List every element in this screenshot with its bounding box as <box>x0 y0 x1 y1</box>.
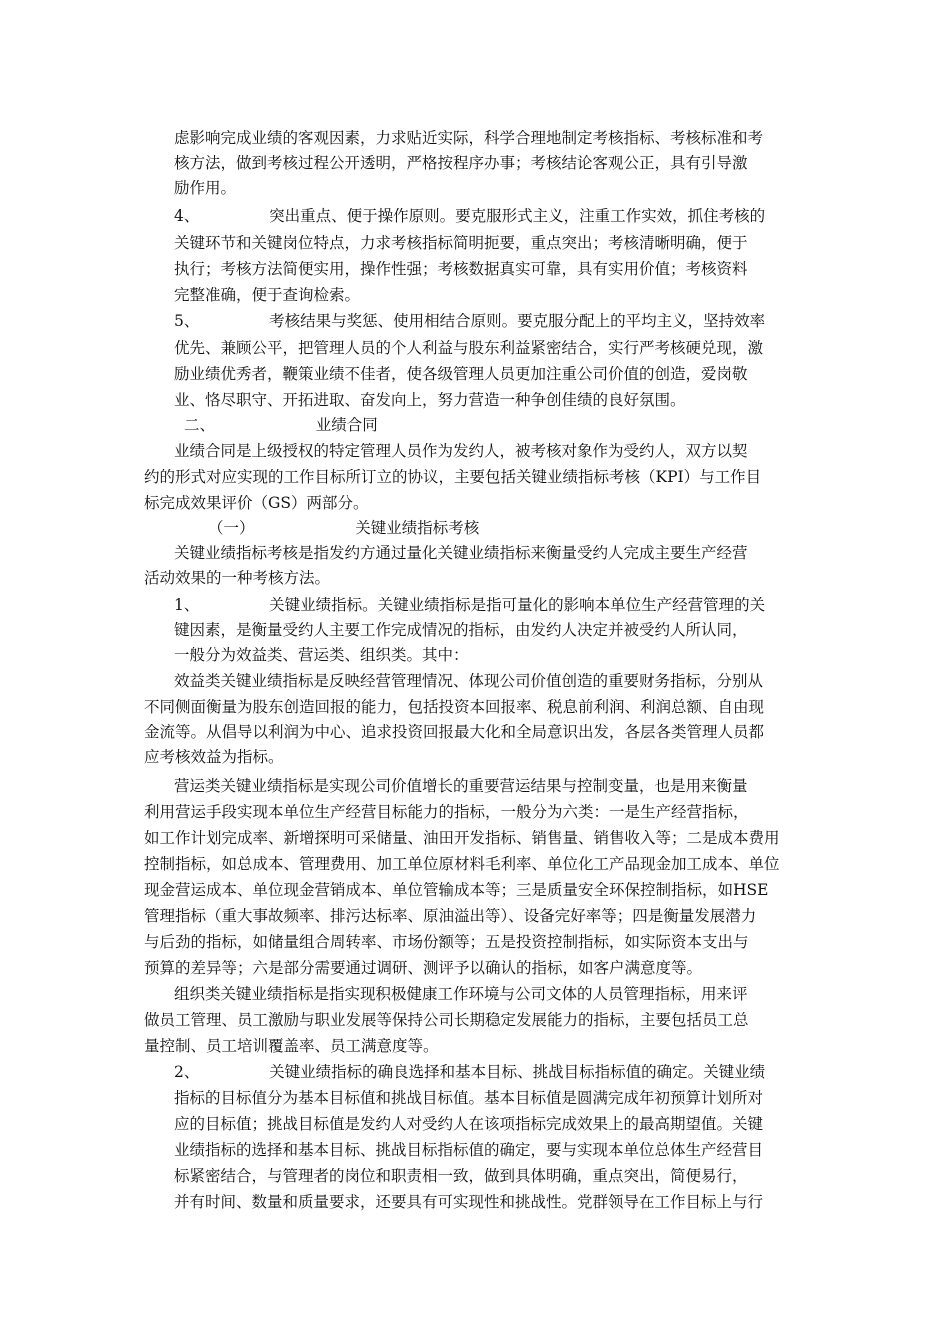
subsection-heading: （一） 关键业绩指标考核 <box>208 519 480 537</box>
text-line: 执行；考核方法简便实用，操作性强；考核数据真实可靠，具有实用价值；考核资料 <box>174 260 748 278</box>
text-line: 如工作计划完成率、新增探明可采储量、油田开发指标、销售量、销售收入等；二是成本费用 <box>144 829 780 847</box>
text-line: 虑影响完成业绩的客观因素，力求贴近实际，科学合理地制定考核指标、考核标准和考 <box>174 129 764 147</box>
text-line: 活动效果的一种考核方法。 <box>144 569 331 587</box>
text-line: 关键环节和关键岗位特点，力求考核指标简明扼要，重点突出；考核清晰明确，便于 <box>174 234 748 252</box>
text-line: 量控制、员工培训覆盖率、员工满意度等。 <box>144 1037 439 1055</box>
text-line: 业、恪尽职守、开拓进取、奋发向上，努力营造一种争创佳绩的良好氛围。 <box>174 391 686 409</box>
text-line: 不同侧面衡量为股东创造回报的能力，包括投资本回报率、税息前利润、利润总额、自由现 <box>144 698 765 716</box>
text-line: 标完成效果评价（GS）两部分。 <box>144 494 369 512</box>
text-line: 约的形式对应实现的工作目标所订立的协议，主要包括关键业绩指标考核（KPI）与工作目 <box>144 468 762 486</box>
text-line: 控制指标，如总成本、管理费用、加工单位原材料毛利率、单位化工产品现金加工成本、单位 <box>144 855 780 873</box>
text-line: 组织类关键业绩指标是指实现积极健康工作环境与公司文体的人员管理指标，用来评 <box>174 985 748 1003</box>
text-line: 2、 关键业绩指标的确良选择和基本目标、挑战目标指标值的确定。关键业绩 <box>174 1063 766 1081</box>
text-line: 预算的差异等；六是部分需要通过调研、测评予以确认的指标，如客户满意度等。 <box>144 959 703 977</box>
text-line: 利用营运手段实现本单位生产经营目标能力的指标，一般分为六类：一是生产经营指标， <box>144 803 749 821</box>
text-line: 1、 关键业绩指标。关键业绩指标是指可量化的影响本单位生产经营管理的关 <box>174 596 766 614</box>
text-line: 键因素，是衡量受约人主要工作完成情况的指标，由发约人决定并被受约人所认同， <box>174 621 748 639</box>
text-line: 金流等。从倡导以利润为中心、追求投资回报最大化和全局意识出发，各层各类管理人员都 <box>144 723 765 741</box>
text-line: 应考核效益为指标。 <box>144 748 284 766</box>
text-line: 效益类关键业绩指标是反映经营管理情况、体现公司价值创造的重要财务指标，分别从 <box>174 672 764 690</box>
text-line: 优先、兼顾公平，把管理人员的个人利益与股东利益紧密结合，实行严考核硬兑现，激 <box>174 339 764 357</box>
section-heading: 二、 业绩合同 <box>184 416 378 434</box>
text-line: 完整准确，便于查询检索。 <box>174 286 361 304</box>
text-line: 管理指标（重大事故频率、排污达标率、原油溢出等）、设备完好率等；四是衡量发展潜力 <box>144 907 757 925</box>
text-line: 业绩指标的选择和基本目标、挑战目标指标值的确定，要与实现本单位总体生产经营目 <box>174 1141 764 1159</box>
text-line: 4、 突出重点、便于操作原则。要克服形式主义，注重工作实效，抓住考核的 <box>174 207 766 225</box>
text-line: 做员工管理、员工激励与职业发展等保持公司长期稳定发展能力的指标，主要包括员工总 <box>144 1011 749 1029</box>
text-line: 营运类关键业绩指标是实现公司价值增长的重要营运结果与控制变量，也是用来衡量 <box>174 777 748 795</box>
text-line: 关键业绩指标考核是指发约方通过量化关键业绩指标来衡量受约人完成主要生产经营 <box>174 544 748 562</box>
text-line: 应的目标值；挑战目标值是发约人对受约人在该项指标完成效果上的最高期望值。关键 <box>174 1115 764 1133</box>
text-line: 励业绩优秀者，鞭策业绩不佳者，使各级管理人员更加注重公司价值的创造，爱岗敬 <box>174 365 748 383</box>
text-line: 与后劲的指标，如储量组合周转率、市场份额等；五是投资控制指标，如实际资本支出与 <box>144 933 749 951</box>
text-line: 核方法，做到考核过程公开透明，严格按程序办事；考核结论客观公正，具有引导激 <box>174 154 748 172</box>
text-line: 一般分为效益类、营运类、组织类。其中： <box>174 646 469 664</box>
text-line: 指标的目标值分为基本目标值和挑战目标值。基本目标值是圆满完成年初预算计划所对 <box>174 1089 764 1107</box>
text-line: 励作用。 <box>174 179 237 197</box>
text-line: 业绩合同是上级授权的特定管理人员作为发约人，被考核对象作为受约人，双方以契 <box>174 442 748 460</box>
text-line: 标紧密结合，与管理者的岗位和职责相一致，做到具体明确，重点突出，简便易行， <box>174 1167 748 1185</box>
text-line: 现金营运成本、单位现金营销成本、单位管输成本等；三是质量安全环保控制指标，如HSE <box>144 881 769 899</box>
text-line: 并有时间、数量和质量要求，还要具有可实现性和挑战性。党群领导在工作目标上与行 <box>174 1193 764 1211</box>
text-line: 5、 考核结果与奖惩、使用相结合原则。要克服分配上的平均主义，坚持效率 <box>174 312 766 330</box>
